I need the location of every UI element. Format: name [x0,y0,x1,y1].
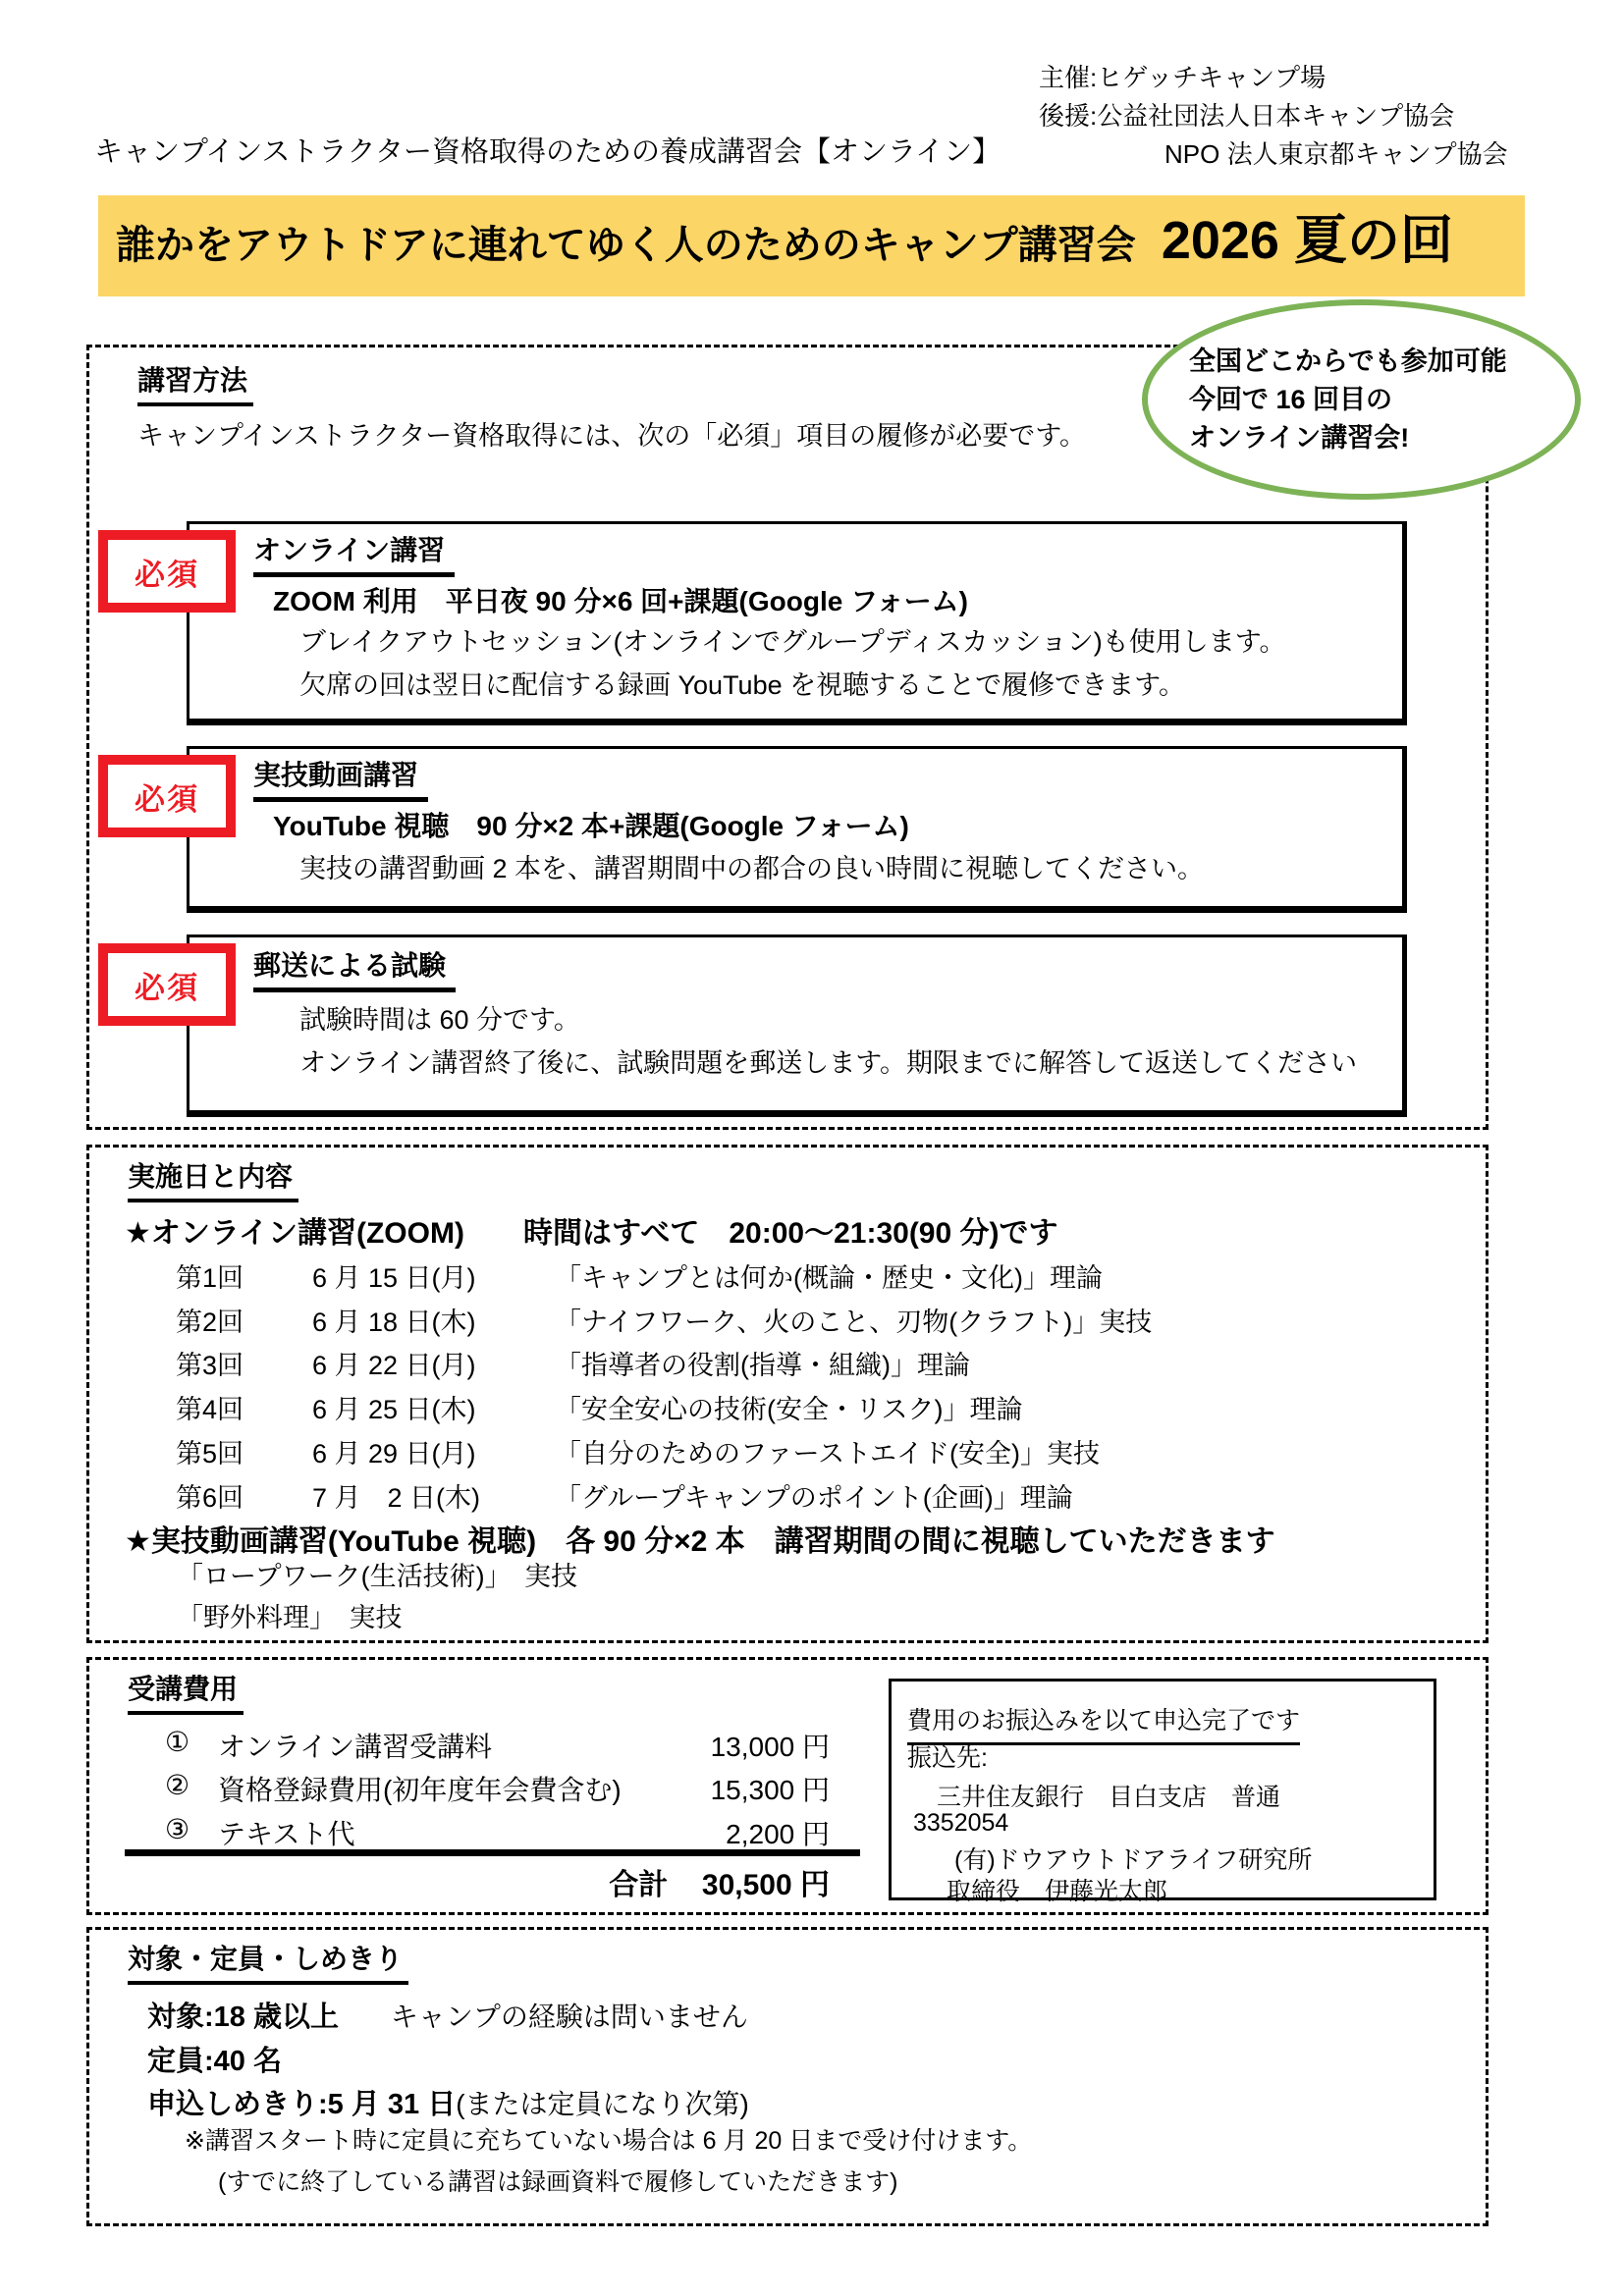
deadline-value: 申込しめきり:5 月 31 日 [147,2089,457,2120]
fees-total-row [165,1860,830,1903]
payment-account-number: 3352054 [913,1809,1009,1837]
payment-note: 費用のお振込みを以て申込完了です [907,1701,1300,1745]
video-item-2: 「野外料理」 実技 [177,1603,403,1632]
method-heading: 講習方法 [137,366,253,406]
fee-amount: 2,200 円 [726,1819,830,1849]
application-target-line [147,1995,748,2035]
fee-row-2 [165,1769,830,1808]
video-item-1: 「ロープワーク(生活技術)」 実技 [177,1562,578,1591]
session-no: 第1回 [176,1263,244,1293]
document-subtitle: キャンプインストラクター資格取得のための養成講習会【オンライン】 [94,136,1001,168]
organizer-line-support: 後援:公益社団法人日本キャンプ協会 [1039,101,1455,131]
payment-representative: 取締役 伊藤光太郎 [947,1878,1168,1905]
required-online-detail-1: ブレイクアウトセッション(オンラインでグループディスカッション)も使用します。 [299,627,1286,657]
session-date: 6 月 29 日(月) [312,1439,476,1468]
fee-mark: ② [165,1770,190,1800]
application-note-1: ※講習スタート時に定員に充ちていない場合は 6 月 20 日まで受け付けます。 [185,2127,1033,2155]
organizer-line-host: 主催:ヒゲッチキャンプ場 [1039,63,1326,92]
required-box-video [187,746,1407,913]
fee-row-3 [165,1813,830,1852]
required-exam-title: 郵送による試験 [253,951,456,992]
payment-recipient-label: 振込先: [907,1744,988,1772]
session-no: 第4回 [176,1395,244,1424]
schedule-row-1 [86,1256,1483,1293]
fee-label: オンライン講習受講料 [218,1732,493,1762]
schedule-row-4 [86,1388,1483,1424]
required-badge-2: 必須 [98,755,236,837]
application-capacity: 定員:40 名 [147,2046,282,2077]
organizer-block [1039,59,1508,174]
required-video-detail-1: 実技の講習動画 2 本を、講習期間中の都合の良い時間に視聴してください。 [299,854,1205,883]
deadline-note: (または定員になり次第) [456,2089,749,2119]
target-value: 対象:18 歳以上 [147,2002,339,2033]
banner-session: 2026 夏の回 [1161,211,1453,270]
required-online-detail-2: 欠席の回は翌日に配信する録画 YouTube を視聴することで履修できます。 [299,670,1185,700]
fees-total-amount: 30,500 円 [701,1869,830,1901]
schedule-row-6 [86,1476,1483,1513]
target-note: キャンプの経験は問いません [390,2002,748,2032]
payment-company: (有)ドウアウトドアライフ研究所 [954,1846,1313,1874]
fee-label: 資格登録費用(初年度年会費含む) [218,1775,622,1805]
badge-line-1: 全国どこからでも参加可能 [1189,346,1507,376]
banner-title: 誰かをアウトドアに連れてゆく人のためのキャンプ講習会 [116,224,1136,267]
fee-row-1 [165,1726,830,1765]
fee-mark: ③ [165,1814,190,1844]
session-date: 6 月 22 日(月) [312,1351,476,1380]
session-date: 7 月 2 日(木) [312,1483,481,1513]
required-video-subtitle: YouTube 視聴 90 分×2 本+課題(Google フォーム) [273,811,909,841]
required-badge-3: 必須 [98,943,236,1026]
fee-label: テキスト代 [218,1819,355,1849]
schedule-heading: 実施日と内容 [128,1162,298,1202]
application-deadline-line [147,2082,749,2122]
session-no: 第6回 [176,1483,244,1513]
required-online-title: オンライン講習 [253,536,455,577]
fee-amount: 13,000 円 [710,1732,830,1762]
session-date: 6 月 18 日(木) [312,1308,476,1337]
schedule-row-2 [86,1301,1483,1337]
session-date: 6 月 15 日(月) [312,1263,476,1293]
session-date: 6 月 25 日(木) [312,1395,476,1424]
badge-line-3: オンライン講習会! [1189,422,1410,453]
online-badge-ellipse [1142,299,1581,500]
schedule-zoom-header: ★オンライン講習(ZOOM) 時間はすべて 20:00〜21:30(90 分)です [125,1217,1058,1250]
session-no: 第3回 [176,1351,244,1380]
badge-line-2: 今回で 16 回目の [1189,384,1393,414]
required-exam-detail-1: 試験時間は 60 分です。 [299,1005,580,1035]
session-title: 「グループキャンプのポイント(企画)」理論 [555,1483,1073,1513]
required-box-exam [187,934,1407,1117]
schedule-row-3 [86,1344,1483,1380]
schedule-row-5 [86,1432,1483,1466]
method-intro: キャンプインストラクター資格取得には、次の「必須」項目の履修が必要です。 [137,421,1087,451]
application-heading: 対象・定員・しめきり [128,1945,408,1985]
title-banner [98,195,1525,296]
required-video-title: 実技動画講習 [253,761,428,802]
required-online-subtitle: ZOOM 利用 平日夜 90 分×6 回+課題(Google フォーム) [273,586,968,616]
session-title: 「安全安心の技術(安全・リスク)」理論 [555,1395,1023,1424]
fees-heading: 受講費用 [128,1675,244,1715]
required-exam-detail-2: オンライン講習終了後に、試験問題を郵送します。期限までに解答して返送してください [299,1048,1358,1078]
session-title: 「指導者の役割(指導・組織)」理論 [555,1351,970,1380]
required-badge-1: 必須 [98,530,236,613]
session-no: 第5回 [176,1439,244,1468]
session-no: 第2回 [176,1308,244,1337]
fees-total-rule [125,1849,860,1856]
fees-total-label: 合計 [609,1869,669,1901]
session-title: 「自分のためのファーストエイド(安全)」実技 [555,1439,1101,1468]
payment-bank: 三井住友銀行 目白支店 普通 [937,1784,1281,1811]
schedule-video-header: ★実技動画講習(YouTube 視聴) 各 90 分×2 本 講習期間の間に視聴していただきます [125,1525,1275,1558]
application-note-2: (すでに終了している講習は録画資料で履修していただきます) [218,2168,898,2196]
session-title: 「キャンプとは何か(概論・歴史・文化)」理論 [555,1263,1103,1293]
required-box-online [187,521,1407,725]
organizer-line-npo: NPO 法人東京都キャンプ協会 [1164,139,1508,169]
fee-mark: ① [165,1727,190,1757]
session-title: 「ナイフワーク、火のこと、刃物(クラフト)」実技 [555,1308,1153,1337]
fee-amount: 15,300 円 [710,1775,830,1805]
payment-info-box [889,1679,1436,1905]
